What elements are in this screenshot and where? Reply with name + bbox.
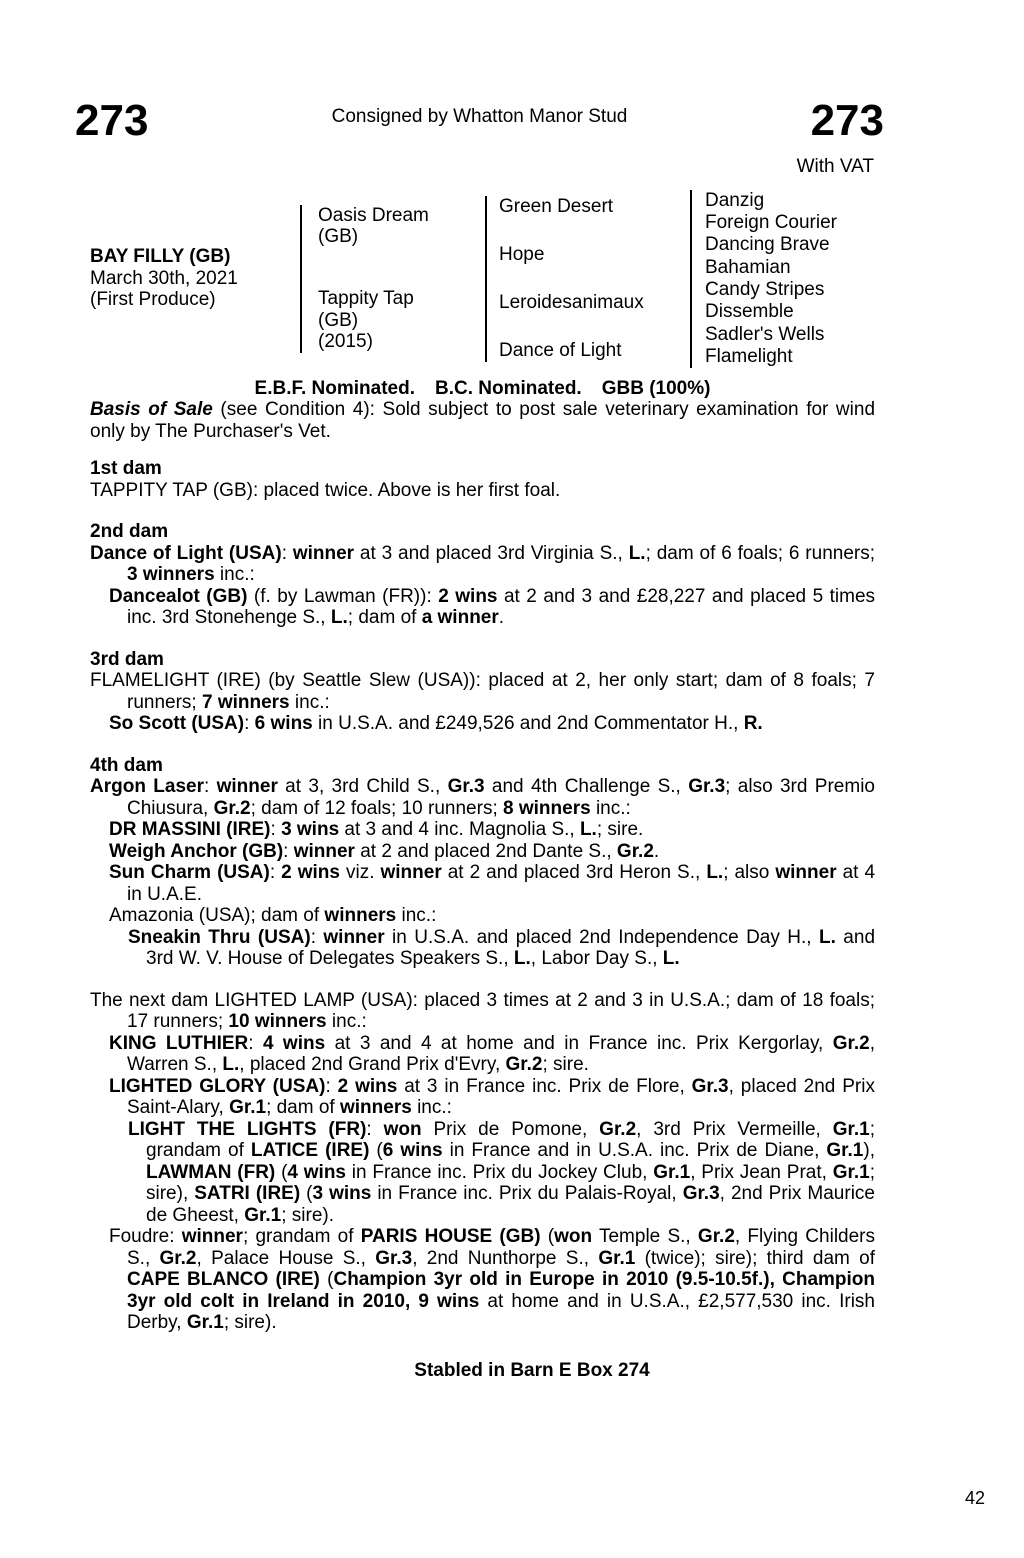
text-run: Weigh Anchor (GB) (109, 840, 284, 862)
text-run: LIGHT THE LIGHTS (FR) (128, 1118, 367, 1140)
text-run: L. (706, 862, 724, 883)
text-run: Argon Laser (90, 776, 204, 797)
pedigree-paragraph (90, 670, 875, 713)
text-run: : (269, 862, 282, 883)
text-run: winner (181, 1226, 243, 1247)
text-run: Gr.2 (505, 1054, 543, 1075)
pedigree-parents-column (300, 205, 485, 353)
text-run: at 3 in France inc. Prix de Flore, (397, 1075, 692, 1097)
dam-name-line: Tappity Tap (318, 288, 414, 309)
nomination-bc: B.C. Nominated. (434, 377, 582, 399)
text-run: Gr.2 (599, 1118, 637, 1140)
text-run: inc.: (396, 905, 437, 926)
text-run: 2 wins (281, 862, 340, 883)
dam-section (90, 458, 875, 501)
text-run: Gr.2 (213, 797, 251, 819)
pedigree-paragraph (90, 586, 875, 629)
pedigree-table (90, 190, 875, 368)
lot-number-left: 273 (75, 96, 149, 145)
text-run: 7 winners (201, 691, 290, 713)
text-run: 4 wins (287, 1161, 346, 1183)
text-run: Gr.1 (244, 1204, 282, 1226)
text-run: Gr.1 (832, 1118, 870, 1140)
text-run: in U.S.A. and placed 2nd Independence Day H., (384, 926, 819, 948)
text-run: winners (324, 905, 397, 926)
text-run: Gr.2 (616, 840, 654, 862)
pedigree-paragraph (90, 1226, 875, 1334)
text-run: Temple S., (592, 1226, 698, 1247)
text-run: L. (222, 1054, 240, 1075)
text-run: ; dam of (266, 1097, 340, 1118)
text-run: 2 wins (438, 585, 498, 607)
text-run: Gr.3 (688, 776, 726, 797)
pedigree-paragraph (90, 776, 875, 819)
text-run: Gr.3 (447, 776, 485, 797)
text-run: Sun Charm (USA) (109, 862, 270, 883)
grandparent-name: Dance of Light (499, 339, 622, 361)
dam-section (90, 755, 875, 970)
text-run: ; sire), (146, 1161, 875, 1204)
text-run: 3 wins (281, 819, 340, 840)
text-run: Champion 3yr old in Europe in 2010 (9.5-10.5f.), Champion 3yr old colt in Ireland in 2010, 9 wins (127, 1269, 875, 1312)
text-run: , placed 2nd Prix Saint-Alary, (127, 1075, 875, 1118)
text-run: R. (743, 713, 763, 734)
text-run: Gr.3 (375, 1247, 413, 1269)
text-run: inc.: (411, 1097, 452, 1118)
text-run: , Palace House S., (196, 1247, 376, 1269)
dam-section (90, 990, 875, 1334)
text-run: L. (513, 948, 531, 969)
text-run: inc.: (289, 691, 330, 713)
text-run: in France inc. Prix du Palais-Royal, (371, 1183, 683, 1204)
text-run: L. (579, 819, 597, 840)
great-grandparent-name: Candy Stripes (705, 278, 825, 300)
text-run: , 2nd Nunthorpe S., (412, 1247, 599, 1269)
text-run: and 4th Challenge S., (484, 776, 689, 797)
text-run: TAPPITY TAP (GB): placed twice. Above is her first foal. (90, 479, 561, 501)
text-run: (f. by Lawman (FR)): (247, 585, 439, 607)
text-run: L. (628, 542, 646, 564)
text-run: ; sire. (596, 819, 644, 840)
text-run: in France inc. Prix du Jockey Club, (346, 1161, 654, 1183)
text-run: won (554, 1226, 593, 1247)
dam-section (90, 521, 875, 629)
text-run: Gr.3 (691, 1075, 729, 1097)
text-run: 2 wins (337, 1075, 398, 1097)
dam-section (90, 649, 875, 735)
text-run: in U.S.A. and £249,526 and 2nd Commentator H., (312, 713, 744, 734)
text-run: at 2 and placed 3rd Heron S., (441, 862, 707, 883)
text-run: , 2nd Prix Maurice de Gheest, (146, 1183, 875, 1226)
text-run: 4 wins (262, 1032, 326, 1054)
grandparent-name: Leroidesanimaux (499, 291, 644, 313)
section-heading: 4th dam (90, 754, 163, 776)
page-header (75, 96, 884, 145)
text-run: ; also 3rd Premio Chiusura, (127, 776, 875, 819)
text-run: ( (540, 1226, 555, 1247)
text-run: CAPE BLANCO (IRE) (127, 1269, 320, 1290)
text-run: 6 wins (382, 1140, 443, 1161)
text-run: winner (775, 862, 837, 883)
text-run: a winner (421, 607, 499, 628)
text-run: at 3 and 4 at home and in France inc. Prix Kergorlay, (325, 1032, 833, 1054)
text-run: : (203, 776, 217, 797)
pedigree-paragraph (90, 990, 875, 1033)
pedigree-paragraph (90, 480, 875, 502)
text-run: ; sire). (223, 1312, 277, 1333)
text-run: ; dam of (347, 607, 422, 628)
horse-foaling-date: March 30th, 2021 (90, 267, 238, 289)
text-run: winner (323, 926, 385, 948)
text-run: ; sire). (281, 1204, 334, 1226)
text-run: . (498, 607, 505, 628)
text-run: won (383, 1118, 422, 1140)
text-run: Sneakin Thru (USA) (128, 926, 311, 948)
text-run: at 2 and 3 and £28,227 and placed 5 times inc. 3rd Stonehenge S., (127, 585, 876, 628)
text-run: and 3rd W. V. House of Delegates Speakers S., (146, 926, 876, 969)
text-run: Dancealot (GB) (109, 585, 248, 607)
section-heading: 1st dam (90, 458, 162, 479)
text-run: Gr.2 (832, 1032, 870, 1054)
pedigree-paragraph (90, 1076, 875, 1119)
pedigree-paragraph (90, 841, 875, 863)
pedigree-paragraph (90, 862, 875, 905)
text-run: , 3rd Prix Vermeille, (636, 1118, 833, 1140)
text-run: LAWMAN (FR) (146, 1161, 276, 1183)
text-run: ; dam of 6 foals; 6 runners; (645, 542, 876, 564)
lot-number-right: 273 (810, 96, 884, 145)
text-run: Gr.1 (229, 1097, 267, 1118)
great-grandparent-name: Foreign Courier (705, 211, 837, 233)
text-run: at home and in U.S.A., £2,577,530 inc. Irish Derby, (127, 1290, 875, 1333)
dam-name-line: (2015) (318, 331, 373, 352)
text-run: : (281, 542, 293, 564)
text-run: at 2 and placed 2nd Dante S., (354, 840, 617, 862)
text-run: So Scott (USA) (109, 713, 245, 734)
text-run: ( (275, 1161, 288, 1183)
text-run: Dance of Light (USA) (90, 542, 282, 564)
text-run: ( (369, 1140, 383, 1161)
text-run: Gr.1 (826, 1140, 864, 1161)
text-run: ; also (723, 862, 776, 883)
sire-name-line: (GB) (318, 226, 359, 247)
text-run: 10 winners (228, 1011, 327, 1032)
text-run: : (244, 713, 255, 734)
text-run: ), (863, 1140, 875, 1161)
text-run: ( (300, 1183, 313, 1204)
great-grandparent-name: Dissemble (705, 301, 794, 323)
dam-name-line: (GB) (318, 309, 359, 331)
basis-of-sale (90, 399, 875, 442)
text-run: winner (380, 862, 442, 883)
text-run: L. (819, 926, 836, 948)
text-run: Gr.1 (186, 1312, 224, 1333)
text-run: The next dam LIGHTED LAMP (USA): placed 3 times at 2 and 3 in U.S.A.; dam of 18 foals; 17 runners; (90, 989, 875, 1032)
text-run: SATRI (IRE) (194, 1183, 301, 1204)
text-run: 8 winners (503, 797, 591, 819)
text-run: viz. (339, 862, 381, 883)
text-run: LATICE (IRE) (250, 1140, 370, 1161)
great-grandparent-name: Bahamian (705, 256, 791, 278)
grandparent-name: Hope (499, 243, 545, 265)
nomination-gbb: GBB (100%) (601, 377, 711, 399)
text-run: L. (662, 948, 680, 969)
text-run: (see Condition 4): Sold subject to post sale veterinary examination for wind only by The Purchaser's Vet. (90, 399, 876, 442)
text-run: : (310, 926, 324, 948)
text-run: , Prix Jean Prat, (690, 1161, 833, 1183)
text-run: L. (330, 607, 348, 628)
text-run: winner (216, 776, 278, 797)
text-run: Gr.1 (653, 1161, 691, 1183)
text-run: . (653, 840, 660, 862)
text-run: PARIS HOUSE (GB) (360, 1226, 541, 1247)
pedigree-text-sections (90, 458, 875, 1334)
text-run: inc.: (214, 564, 255, 585)
text-run: ( (319, 1269, 334, 1290)
text-run: 6 wins (254, 713, 313, 734)
text-run: ; dam of 12 foals; 10 runners; (250, 797, 504, 819)
text-run: FLAMELIGHT (IRE) (by Seattle Slew (USA)): placed at 2, her only start; dam of 8 foals; 7 runners; (90, 670, 875, 713)
text-run: at 4 in U.A.E. (127, 862, 876, 905)
pedigree-paragraph (90, 819, 875, 841)
nomination-ebf: E.B.F. Nominated. (254, 377, 415, 399)
grandparent-name: Green Desert (499, 195, 614, 217)
horse-name: BAY FILLY (GB) (90, 246, 231, 268)
text-run: Foudre: (109, 1226, 182, 1247)
pedigree-grandparents-column (485, 196, 690, 362)
text-run: LIGHTED GLORY (USA) (109, 1075, 326, 1097)
text-run: , Labor Day S., (530, 948, 663, 969)
great-grandparent-name: Sadler's Wells (705, 323, 825, 345)
text-run: Prix de Pomone, (421, 1118, 600, 1140)
great-grandparent-name: Dancing Brave (705, 234, 830, 256)
consignor-line: Consigned by Whatton Manor Stud (331, 106, 628, 127)
section-heading: 3rd dam (90, 648, 164, 670)
text-run: KING LUTHIER (109, 1032, 249, 1054)
pedigree-subject (90, 246, 300, 311)
text-run: winners (339, 1097, 412, 1118)
pedigree-paragraph (90, 905, 875, 927)
text-run: : (283, 840, 294, 862)
text-run: inc.: (326, 1011, 367, 1032)
text-run: inc.: (590, 797, 631, 819)
sire-name-line: Oasis Dream (318, 204, 429, 226)
text-run: Gr.1 (598, 1247, 636, 1269)
pedigree-paragraph (90, 1033, 875, 1076)
text-run: at 3 and placed 3rd Virginia S., (354, 542, 629, 564)
sire-name (318, 205, 485, 248)
text-run: ; grandam of (242, 1226, 361, 1247)
text-run: Amazonia (USA); dam of (109, 905, 325, 926)
text-run: Gr.2 (159, 1247, 197, 1269)
text-run: : (248, 1032, 263, 1054)
text-run: winner (293, 840, 355, 862)
text-run: DR MASSINI (IRE) (109, 819, 271, 840)
text-run: at 3, 3rd Child S., (277, 776, 448, 797)
text-run: in France and in U.S.A. inc. Prix de Diane, (442, 1140, 827, 1161)
text-run: 3 wins (312, 1183, 372, 1204)
text-run: 3 winners (127, 564, 215, 585)
text-run: Basis of Sale (90, 399, 213, 420)
vat-note: With VAT (796, 156, 874, 177)
pedigree-great-grandparents-column (690, 190, 875, 368)
text-run: ; grandam of (146, 1118, 875, 1161)
pedigree-paragraph (90, 1119, 875, 1227)
text-run: Gr.1 (832, 1161, 870, 1183)
text-run: , Warren S., (127, 1032, 876, 1075)
text-run: at 3 and 4 inc. Magnolia S., (339, 819, 580, 840)
text-run: : (270, 819, 282, 840)
pedigree-paragraph (90, 543, 875, 586)
text-run: ; sire. (542, 1054, 589, 1075)
pedigree-paragraph (90, 713, 875, 735)
text-run: , Flying Childers S., (127, 1226, 876, 1269)
text-run: winner (292, 542, 355, 564)
great-grandparent-name: Danzig (705, 189, 765, 211)
nominations-line (90, 378, 875, 400)
dam-name (318, 288, 485, 353)
horse-produce-note: (First Produce) (90, 289, 216, 311)
stabling-note: Stabled in Barn E Box 274 (414, 1359, 650, 1381)
text-run: , placed 2nd Grand Prix d'Evry, (239, 1054, 506, 1075)
pedigree-paragraph (90, 927, 875, 970)
text-run: (twice); sire); third dam of (635, 1247, 875, 1269)
text-run: : (366, 1118, 384, 1140)
text-run: Gr.2 (697, 1226, 735, 1247)
great-grandparent-name: Flamelight (705, 345, 793, 367)
section-heading: 2nd dam (90, 521, 169, 542)
text-run: : (325, 1075, 338, 1097)
text-run: Gr.3 (682, 1183, 720, 1204)
page-number: 42 (964, 1488, 985, 1508)
